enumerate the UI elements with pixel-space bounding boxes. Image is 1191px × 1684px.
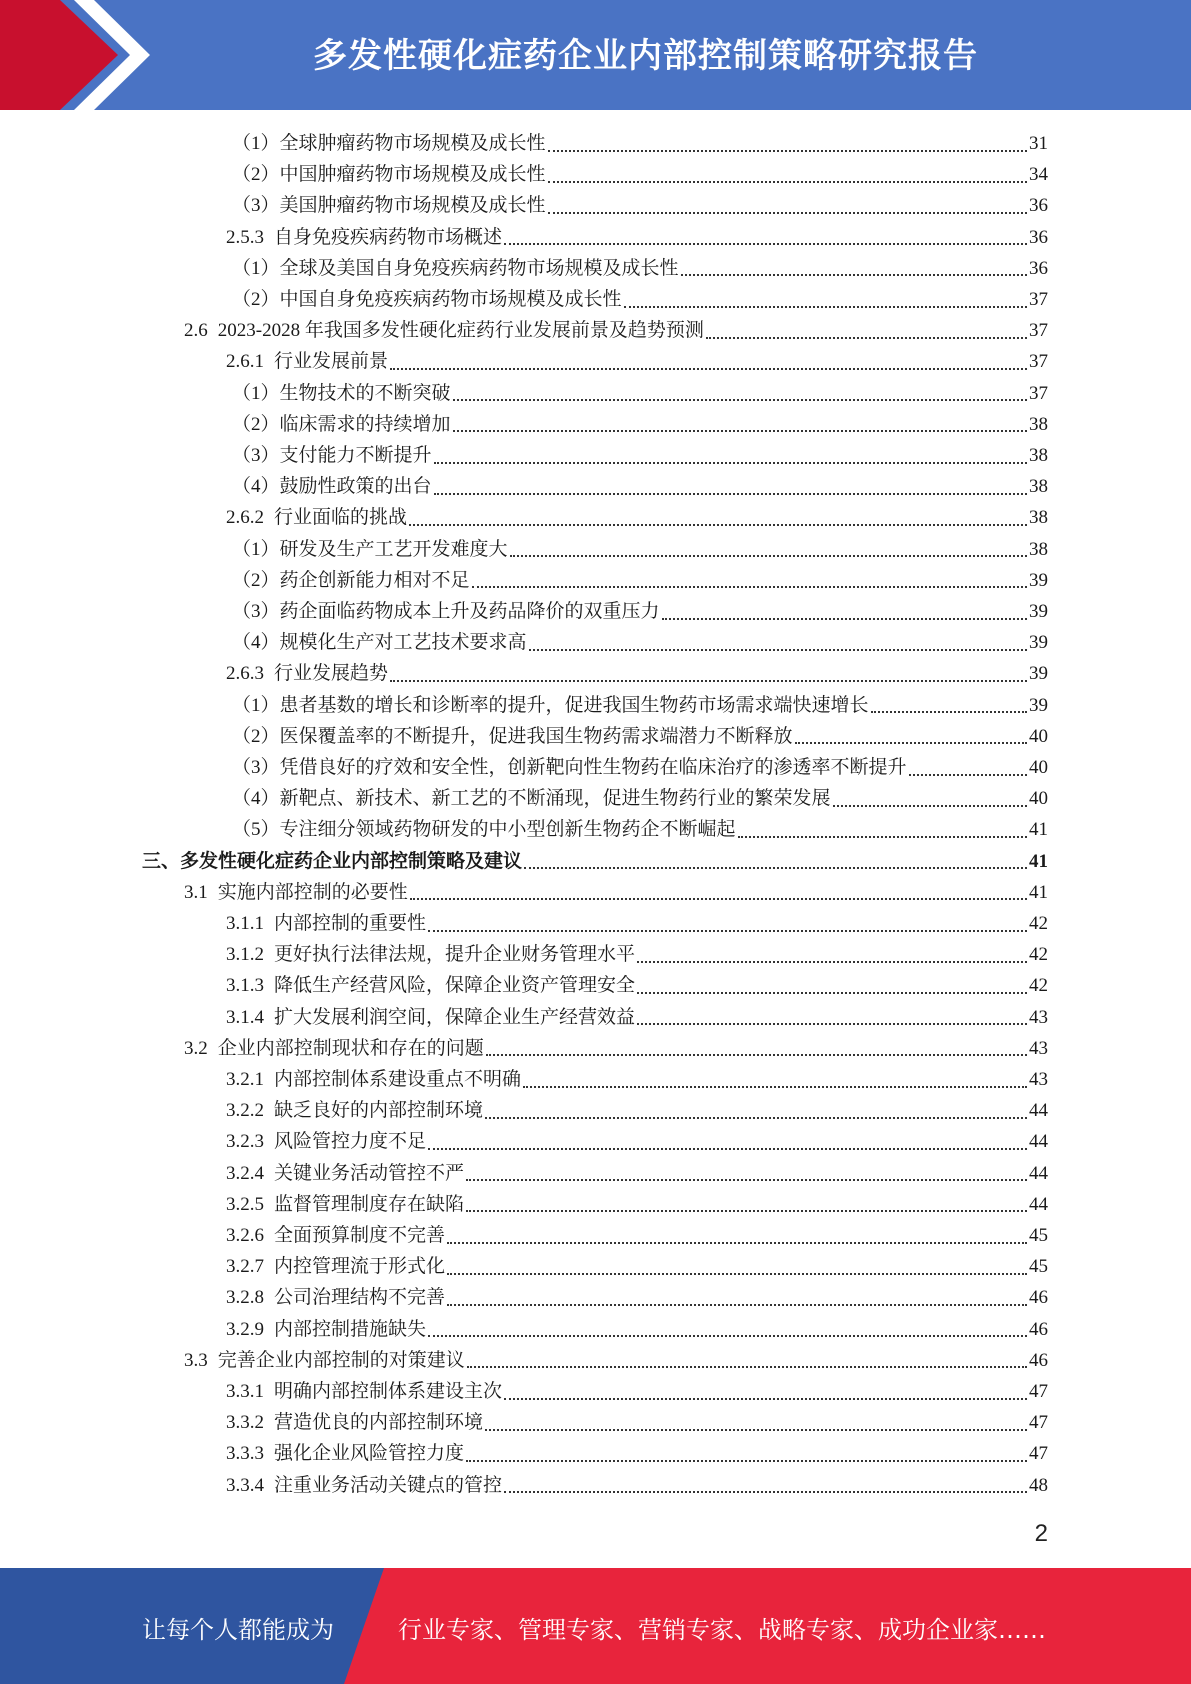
toc-entry[interactable] xyxy=(232,409,1048,440)
toc-entry[interactable] xyxy=(232,190,1048,221)
toc-entry[interactable] xyxy=(232,627,1048,658)
toc-entry-number: （5） xyxy=(232,819,280,841)
toc-entry-title: 研发及生产工艺开发难度大 xyxy=(279,538,508,560)
report-title: 多发性硬化症药企业内部控制策略研究报告 xyxy=(313,36,978,76)
toc-leader-dots xyxy=(529,649,1027,651)
toc-entry-number: 3.3 xyxy=(184,1349,208,1371)
toc-entry-number: （2） xyxy=(232,413,280,435)
toc-entry-page: 48 xyxy=(1029,1474,1048,1496)
toc-entry-title: 鼓励性政策的出台 xyxy=(279,476,432,498)
toc-entry-page: 31 xyxy=(1029,133,1048,154)
toc-leader-dots xyxy=(472,586,1027,588)
toc-entry[interactable] xyxy=(184,1345,1048,1376)
toc-entry-title: 公司治理结构不完善 xyxy=(274,1287,446,1309)
toc-entry-title: 企业内部控制现状和存在的问题 xyxy=(217,1037,484,1059)
toc-leader-dots xyxy=(428,1148,1027,1150)
toc-leader-dots xyxy=(390,680,1027,682)
toc-entry-number: （2） xyxy=(232,289,280,310)
footer-slogan-left: 让每个人都能成为 xyxy=(142,1616,334,1644)
toc-leader-dots xyxy=(637,961,1027,963)
page-number: 2 xyxy=(1034,1520,1048,1547)
toc-entry[interactable] xyxy=(232,752,1048,783)
toc-entry-number: 3.3.3 xyxy=(226,1443,264,1465)
toc-entry-number: 2.6.1 xyxy=(226,351,264,373)
toc-leader-dots xyxy=(486,1054,1027,1056)
toc-entry[interactable] xyxy=(184,315,1048,346)
toc-entry-number: （1） xyxy=(232,694,280,716)
toc-entry-page: 46 xyxy=(1029,1318,1048,1340)
toc-entry-title: 内部控制体系建设重点不明确 xyxy=(274,1069,522,1090)
toc-entry-page: 44 xyxy=(1029,1162,1048,1184)
toc-leader-dots xyxy=(466,1210,1027,1212)
toc-entry[interactable] xyxy=(232,253,1048,284)
toc-entry[interactable] xyxy=(232,284,1048,315)
toc-entry-page: 40 xyxy=(1029,757,1048,778)
toc-leader-dots xyxy=(795,742,1027,744)
toc-entry-page: 39 xyxy=(1029,601,1048,622)
toc-entry-title: 支付能力不断提升 xyxy=(279,445,432,466)
toc-entry-number: 3.1.4 xyxy=(226,1006,264,1028)
toc-entry-page: 41 xyxy=(1029,881,1048,903)
toc-entry-page: 37 xyxy=(1029,320,1048,342)
toc-entry-page: 38 xyxy=(1029,413,1048,435)
toc-entry-title: 扩大发展利润空间，保障企业生产经营效益 xyxy=(274,1006,636,1028)
toc-entry-page: 42 xyxy=(1029,975,1048,997)
toc-entry-number: 3.2.3 xyxy=(226,1131,264,1153)
toc-entry[interactable] xyxy=(226,346,1048,377)
toc-leader-dots xyxy=(871,711,1027,713)
toc-entry-number: （1） xyxy=(232,133,280,154)
toc-leader-dots xyxy=(524,867,1027,869)
toc-leader-dots xyxy=(637,1023,1027,1025)
toc-entry-number: 2.6.3 xyxy=(226,663,264,685)
toc-entry-page: 43 xyxy=(1029,1037,1048,1059)
toc-entry-page: 39 xyxy=(1029,663,1048,685)
toc-entry-page: 34 xyxy=(1029,164,1048,186)
toc-entry-number: 3.3.2 xyxy=(226,1412,264,1434)
toc-leader-dots xyxy=(548,181,1027,183)
toc-entry[interactable] xyxy=(226,1282,1048,1313)
toc-entry-title: 药企创新能力相对不足 xyxy=(279,569,470,591)
toc-entry[interactable] xyxy=(226,1158,1048,1189)
toc-leader-dots xyxy=(706,337,1027,339)
toc-entry-page: 44 xyxy=(1029,1131,1048,1153)
toc-entry-title: 全面预算制度不完善 xyxy=(274,1225,446,1246)
toc-entry-number: 3.2.5 xyxy=(226,1193,264,1215)
toc-entry-title: 中国自身免疫疾病药物市场规模及成长性 xyxy=(279,289,622,310)
toc-entry-title: 行业发展趋势 xyxy=(274,663,389,685)
toc-entry[interactable] xyxy=(232,783,1048,814)
toc-entry-number: （3） xyxy=(232,195,280,217)
toc-leader-dots xyxy=(410,898,1027,900)
toc-entry-title: 患者基数的增长和诊断率的提升，促进我国生物药市场需求端快速增长 xyxy=(279,694,869,716)
toc-entry-page: 36 xyxy=(1029,195,1048,217)
toc-entry[interactable] xyxy=(226,1314,1048,1345)
toc-leader-dots xyxy=(548,212,1027,214)
toc-entry-page: 39 xyxy=(1029,632,1048,654)
toc-leader-dots xyxy=(833,805,1027,807)
toc-entry[interactable] xyxy=(232,128,1048,159)
toc-entry-title: 全球肿瘤药物市场规模及成长性 xyxy=(279,133,546,154)
toc-entry-page: 46 xyxy=(1029,1349,1048,1371)
toc-leader-dots xyxy=(447,1304,1027,1306)
toc-entry[interactable] xyxy=(232,534,1048,565)
toc-entry-page: 45 xyxy=(1029,1256,1048,1278)
toc-entry-title: 药企面临药物成本上升及药品降价的双重压力 xyxy=(279,601,660,622)
toc-entry-page: 44 xyxy=(1029,1100,1048,1122)
toc-entry-page: 47 xyxy=(1029,1412,1048,1434)
toc-entry[interactable] xyxy=(226,1376,1048,1407)
toc-entry-number: 3.2.7 xyxy=(226,1256,264,1278)
toc-entry-title: 实施内部控制的必要性 xyxy=(217,881,408,903)
toc-entry-number: 3.3.4 xyxy=(226,1474,264,1496)
toc-leader-dots xyxy=(738,836,1027,838)
toc-leader-dots xyxy=(510,555,1027,557)
toc-entry[interactable] xyxy=(232,378,1048,409)
toc-entry-title: 医保覆盖率的不断提升，促进我国生物药需求端潜力不断释放 xyxy=(279,725,793,747)
toc-leader-dots xyxy=(434,493,1027,495)
toc-entry[interactable] xyxy=(226,1407,1048,1438)
toc-entry-title: 更好执行法律法规，提升企业财务管理水平 xyxy=(274,944,636,966)
toc-leader-dots xyxy=(637,992,1027,994)
toc-leader-dots xyxy=(624,306,1027,308)
toc-entry-number: 3.2.6 xyxy=(226,1225,264,1246)
toc-entry-title: 缺乏良好的内部控制环境 xyxy=(274,1100,484,1122)
header-arrow-decoration xyxy=(0,0,160,110)
toc-entry[interactable] xyxy=(142,846,1048,877)
toc-entry-title: 行业面临的挑战 xyxy=(274,507,408,529)
toc-entry-title: 注重业务活动关键点的管控 xyxy=(274,1474,503,1496)
toc-entry-number: 3.3.1 xyxy=(226,1381,264,1402)
toc-entry-number: （1） xyxy=(232,382,280,404)
toc-entry-number: 2.6.2 xyxy=(226,507,264,529)
toc-entry-number: （4） xyxy=(232,788,280,810)
toc-entry-title: 规模化生产对工艺技术要求高 xyxy=(279,632,527,654)
toc-entry-page: 40 xyxy=(1029,725,1048,747)
toc-entry-number: 2.6 xyxy=(184,320,208,342)
toc-entry-number: （3） xyxy=(232,445,280,466)
toc-entry[interactable] xyxy=(226,908,1048,939)
toc-entry[interactable] xyxy=(232,471,1048,502)
toc-leader-dots xyxy=(523,1086,1027,1088)
toc-entry-number: （4） xyxy=(232,476,280,498)
toc-entry-page: 38 xyxy=(1029,507,1048,529)
toc-entry[interactable] xyxy=(226,1002,1048,1033)
toc-leader-dots xyxy=(467,1366,1027,1368)
toc-entry-page: 38 xyxy=(1029,476,1048,498)
toc-leader-dots xyxy=(453,430,1027,432)
toc-entry[interactable] xyxy=(226,502,1048,533)
toc-entry-title: 2023-2028 年我国多发性硬化症药行业发展前景及趋势预测 xyxy=(217,320,704,342)
toc-leader-dots xyxy=(390,368,1027,370)
toc-entry-title: 生物技术的不断突破 xyxy=(279,382,451,404)
toc-entry-number: 3.1.1 xyxy=(226,913,264,934)
toc-entry[interactable] xyxy=(232,440,1048,471)
toc-leader-dots xyxy=(453,399,1027,401)
toc-entry-page: 43 xyxy=(1029,1006,1048,1028)
toc-entry-page: 46 xyxy=(1029,1287,1048,1309)
toc-entry-page: 37 xyxy=(1029,351,1048,373)
toc-entry-number: 3.1 xyxy=(184,881,208,903)
toc-entry-number: 三、 xyxy=(142,850,181,872)
toc-entry[interactable] xyxy=(226,939,1048,970)
toc-entry[interactable] xyxy=(232,596,1048,627)
toc-entry-page: 47 xyxy=(1029,1443,1048,1465)
toc-entry-page: 41 xyxy=(1029,850,1048,872)
toc-entry-title: 营造优良的内部控制环境 xyxy=(274,1412,484,1434)
toc-leader-dots xyxy=(504,243,1027,245)
toc-entry-number: （1） xyxy=(232,257,280,279)
toc-entry-title: 多发性硬化症药企业内部控制策略及建议 xyxy=(180,850,523,872)
toc-entry-number: （2） xyxy=(232,725,280,747)
toc-entry[interactable] xyxy=(232,721,1048,752)
toc-entry-title: 内控管理流于形式化 xyxy=(274,1256,446,1278)
toc-entry-title: 新靶点、新技术、新工艺的不断涌现，促进生物药行业的繁荣发展 xyxy=(279,788,831,810)
toc-entry-page: 38 xyxy=(1029,538,1048,560)
toc-entry[interactable] xyxy=(226,1438,1048,1469)
toc-leader-dots xyxy=(466,1179,1027,1181)
toc-entry-title: 凭借良好的疗效和安全性，创新靶向性生物药在临床治疗的渗透率不断提升 xyxy=(279,757,907,778)
toc-entry[interactable] xyxy=(226,970,1048,1001)
toc-entry[interactable] xyxy=(226,1251,1048,1282)
toc-leader-dots xyxy=(428,1335,1027,1337)
toc-entry-number: （2） xyxy=(232,569,280,591)
toc-entry[interactable] xyxy=(232,565,1048,596)
toc-entry-page: 39 xyxy=(1029,694,1048,716)
page-header xyxy=(0,0,1191,110)
toc-entry[interactable] xyxy=(226,1095,1048,1126)
toc-entry-number: 3.2.4 xyxy=(226,1162,264,1184)
toc-entry-number: （1） xyxy=(232,538,280,560)
toc-entry-title: 专注细分领域药物研发的中小型创新生物药企不断崛起 xyxy=(279,819,736,841)
toc-entry-title: 行业发展前景 xyxy=(274,351,389,373)
toc-entry[interactable] xyxy=(226,1064,1048,1095)
toc-entry-number: 3.1.2 xyxy=(226,944,264,966)
toc-entry-title: 监督管理制度存在缺陷 xyxy=(274,1193,465,1215)
toc-leader-dots xyxy=(466,1460,1027,1462)
toc-entry-title: 风险管控力度不足 xyxy=(274,1131,427,1153)
toc-leader-dots xyxy=(662,618,1027,620)
toc-entry-number: 3.2.1 xyxy=(226,1069,264,1090)
toc-entry[interactable] xyxy=(226,658,1048,689)
footer-slogan-right: 行业专家、管理专家、营销专家、战略专家、成功企业家…… xyxy=(398,1616,1046,1644)
toc-entry-number: 3.2.9 xyxy=(226,1318,264,1340)
toc-entry[interactable] xyxy=(232,159,1048,190)
toc-entry-page: 36 xyxy=(1029,257,1048,279)
toc-leader-dots xyxy=(504,1398,1027,1400)
toc-leader-dots xyxy=(909,774,1027,776)
toc-entry-title: 关键业务活动管控不严 xyxy=(274,1162,465,1184)
toc-leader-dots xyxy=(434,462,1027,464)
toc-leader-dots xyxy=(409,524,1027,526)
toc-entry-number: 3.2.2 xyxy=(226,1100,264,1122)
toc-entry[interactable] xyxy=(226,1189,1048,1220)
toc-entry-page: 39 xyxy=(1029,569,1048,591)
toc-entry-number: 3.1.3 xyxy=(226,975,264,997)
toc-entry-page: 44 xyxy=(1029,1193,1048,1215)
toc-entry-title: 内部控制的重要性 xyxy=(274,913,427,934)
toc-entry-page: 37 xyxy=(1029,289,1048,310)
page-footer xyxy=(0,1568,1191,1684)
toc-entry-title: 内部控制措施缺失 xyxy=(274,1318,427,1340)
toc-entry[interactable] xyxy=(184,1033,1048,1064)
toc-entry[interactable] xyxy=(226,222,1048,253)
toc-entry-page: 37 xyxy=(1029,382,1048,404)
toc-leader-dots xyxy=(447,1273,1027,1275)
toc-entry-number: （3） xyxy=(232,757,280,778)
toc-entry-title: 完善企业内部控制的对策建议 xyxy=(217,1349,465,1371)
toc-entry-number: 3.2.8 xyxy=(226,1287,264,1309)
toc-entry-number: 2.5.3 xyxy=(226,226,264,248)
toc-leader-dots xyxy=(428,930,1027,932)
toc-leader-dots xyxy=(681,274,1027,276)
toc-entry-page: 45 xyxy=(1029,1225,1048,1246)
toc-entry-title: 强化企业风险管控力度 xyxy=(274,1443,465,1465)
toc-entry-title: 降低生产经营风险，保障企业资产管理安全 xyxy=(274,975,636,997)
toc-entry-page: 41 xyxy=(1029,819,1048,841)
toc-entry[interactable] xyxy=(184,877,1048,908)
toc-entry-title: 美国肿瘤药物市场规模及成长性 xyxy=(279,195,546,217)
toc-entry-page: 36 xyxy=(1029,226,1048,248)
toc-leader-dots xyxy=(447,1242,1027,1244)
toc-entry[interactable] xyxy=(232,690,1048,721)
toc-leader-dots xyxy=(485,1117,1027,1119)
toc-entry[interactable] xyxy=(232,814,1048,845)
toc-leader-dots xyxy=(548,150,1027,152)
toc-entry-number: （4） xyxy=(232,632,280,654)
toc-entry-title: 中国肿瘤药物市场规模及成长性 xyxy=(279,164,546,186)
toc-entry-title: 明确内部控制体系建设主次 xyxy=(274,1381,503,1402)
toc-entry-title: 临床需求的持续增加 xyxy=(279,413,451,435)
toc-entry-number: （2） xyxy=(232,164,280,186)
toc-entry-number: 3.2 xyxy=(184,1037,208,1059)
toc-entry[interactable] xyxy=(226,1126,1048,1157)
toc-leader-dots xyxy=(485,1429,1027,1431)
toc-entry-title: 自身免疫疾病药物市场概述 xyxy=(274,226,503,248)
toc-entry-page: 40 xyxy=(1029,788,1048,810)
toc-entry-number: （3） xyxy=(232,601,280,622)
toc-entry[interactable] xyxy=(226,1470,1048,1501)
toc-entry[interactable] xyxy=(226,1220,1048,1251)
toc-entry-page: 42 xyxy=(1029,944,1048,966)
toc-entry-page: 42 xyxy=(1029,913,1048,934)
toc-leader-dots xyxy=(504,1491,1027,1493)
toc-entry-page: 43 xyxy=(1029,1069,1048,1090)
toc-entry-title: 全球及美国自身免疫疾病药物市场规模及成长性 xyxy=(279,257,679,279)
toc-entry-page: 47 xyxy=(1029,1381,1048,1402)
toc-entry-page: 38 xyxy=(1029,445,1048,466)
